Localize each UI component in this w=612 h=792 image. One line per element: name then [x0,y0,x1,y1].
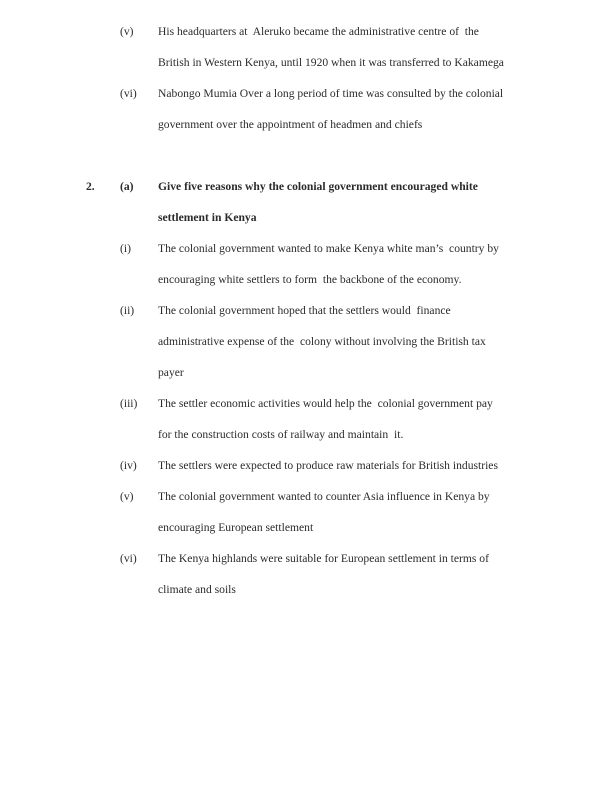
text-line [0,47,612,78]
text-line [0,233,612,264]
text-line [0,202,612,233]
question-gap-spacer [0,140,612,171]
text-line [0,326,612,357]
item-text: Nabongo Mumia Over a long period of time was consulted by the colonial [158,87,504,100]
item-label: (iv) [120,459,137,472]
item-text: climate and soils [158,583,236,596]
text-line [0,450,612,481]
item-text: The colonial government wanted to counter Asia influence in Kenya by [158,490,490,503]
answer-item [0,16,612,78]
text-line [0,171,612,202]
question-number: 2. [86,180,95,193]
text-line [0,481,612,512]
item-text: The Kenya highlands were suitable for European settlement in terms of [158,552,489,565]
item-label: (v) [120,25,134,38]
answer-item [0,543,612,605]
text-line [0,419,612,450]
text-line [0,78,612,109]
item-text: for the construction costs of railway and maintain it. [158,428,404,441]
text-line [0,357,612,388]
item-text: The settler economic activities would help the colonial government pay [158,397,493,410]
answer-item [0,171,612,233]
item-text: The colonial government hoped that the settlers would finance [158,304,451,317]
text-line [0,512,612,543]
item-text: The settlers were expected to produce raw materials for British industries [158,459,498,472]
text-line [0,16,612,47]
item-label: (vi) [120,552,137,565]
item-text: encouraging white settlers to form the backbone of the economy. [158,273,462,286]
item-text: British in Western Kenya, until 1920 when it was transferred to Kakamega [158,56,504,69]
answer-item [0,388,612,450]
answer-item [0,295,612,388]
text-line [0,543,612,574]
text-line [0,388,612,419]
item-text: settlement in Kenya [158,211,257,224]
item-label: (a) [120,180,134,193]
answer-block-list [0,16,612,605]
top-margin-spacer [0,0,612,16]
text-line [0,574,612,605]
item-text: The colonial government wanted to make Kenya white man’s country by [158,242,499,255]
text-line [0,109,612,140]
item-text: Give five reasons why the colonial government encouraged white [158,180,478,193]
answer-item [0,233,612,295]
item-label: (i) [120,242,131,255]
item-text: government over the appointment of headmen and chiefs [158,118,423,131]
text-line [0,264,612,295]
item-label: (v) [120,490,134,503]
item-label: (iii) [120,397,138,410]
item-text: His headquarters at Aleruko became the administrative centre of the [158,25,479,38]
bottom-blank-area [0,605,612,725]
item-label: (vi) [120,87,137,100]
answer-item [0,450,612,481]
item-label: (ii) [120,304,135,317]
text-line [0,295,612,326]
answer-item [0,78,612,140]
item-text: administrative expense of the colony without involving the British tax [158,335,486,348]
item-text: encouraging European settlement [158,521,314,534]
item-text: payer [158,366,184,379]
answer-item [0,481,612,543]
